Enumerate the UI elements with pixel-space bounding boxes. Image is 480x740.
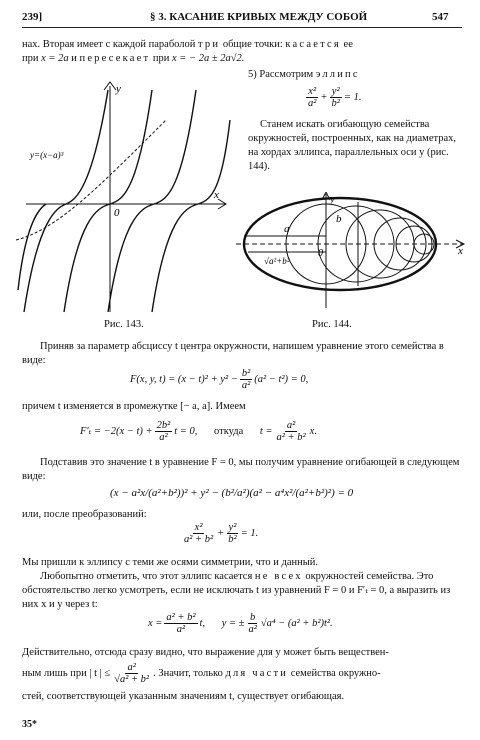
top-line-1: нах. Вторая имеет с каждой параболой три общие точки: касается ее [22, 39, 353, 50]
fig144-x-label: x [458, 245, 463, 257]
page-left-number: 239] [22, 11, 43, 23]
equation-4: $\frac{\text{x²}}{\text{a² + b²}}$ + $\frac{\text{y²}}{\text{b²}}$ = 1. [184, 522, 259, 545]
figure-144 [234, 192, 474, 312]
header-rule [22, 27, 462, 28]
paragraph-1: Приняв за параметр абсциссу t центра окружности, напишем уравнение этого семейства в виде: [22, 341, 444, 366]
item5-text: Станем искать огибающую семейства окружностей, построенных, как на диаметрах, на хордах эллипса, параллельных оси y (рис. 144). [248, 119, 456, 172]
paragraph-4: или, после преобразований: [22, 509, 147, 520]
fig143-origin-label: 0 [114, 207, 120, 219]
fig144-caption: Рис. 144. [312, 319, 352, 330]
cubic-curves [18, 90, 230, 312]
fig143-caption: Рис. 143. [104, 319, 144, 330]
fig144-root-label: √a²+b² [264, 256, 290, 266]
fig144-b-label: b [336, 213, 342, 225]
paragraph-5: Мы пришли к эллипсу с теми же осями симметрии, что и данный. [22, 557, 319, 568]
fig143-x-label: x [214, 189, 219, 201]
paragraph-2: причем t изменяется в промежутке [− a, a]. Имеем [22, 401, 246, 412]
equation-3: (x − a²x/(a²+b²))² + y² − (b²/a²)(a² − a⁴x²/(a²+b²)²) = 0 [110, 487, 354, 499]
page-number: 547 [432, 11, 449, 23]
paragraph-9: стей, соответствующей указанным значениям t, существует огибающая. [22, 691, 345, 702]
ellipse-equation: $\frac{\text{x²}}{\text{a²}}$ + $\frac{\text{y²}}{\text{b²}}$ = 1. [308, 86, 362, 109]
paragraph-8: ным лишь при | t | ≤ $\frac{\text{a²}}{\text{√a² + b²}}$ . Значит, только для части семейства окружно- [22, 662, 381, 685]
equation-5: x = $\frac{\text{a² + b²}}{\text{a²}}$ t, y = ± $\frac{b}{\text{a²}}$ √a⁴ − (a² + b²)t². [148, 612, 333, 635]
fig144-a-label: a [284, 223, 290, 235]
paragraph-6: Любопытно отметить, что этот эллипс касается не всех окружностей семейства. Это обстоятельство легко усмотреть, если не исключать t из уравнений F = 0 и F′ₜ = 0, а выразить из них x и y через t: [22, 571, 451, 610]
equation-1: F(x, y, t) = (x − t)² + y² − $\frac{\text{b²}}{\text{a²}}$ (a² − t²) = 0, [130, 368, 309, 391]
signature-mark: 35* [22, 719, 37, 730]
item5-heading: 5) Рассмотрим эллипс [248, 69, 360, 80]
fig144-origin-label: 0 [318, 248, 323, 259]
equation-2: F′ₜ = −2(x − t) + $\frac{\text{2b²}}{\text{a²}}$ t = 0, откуда t = $\frac{\text{a²}}{\text{a² + b²}}$ x. [80, 420, 317, 443]
fig143-y-label: y [116, 83, 121, 95]
paragraph-3: Подставив это значение t в уравнение F = 0, мы получим уравнение огибающей в следующем виде: [22, 457, 460, 482]
top-line-2: при x = 2a и пересекает при x = − 2a ± 2a√2. [22, 53, 245, 64]
figure-143 [16, 80, 236, 320]
paragraph-7: Действительно, отсюда сразу видно, что выражение для y может быть веществен- [22, 647, 389, 658]
fig144-y-label: y [330, 193, 335, 205]
fig143-curve-label: y=(x−a)³ [30, 150, 64, 160]
section-title: § 3. КАСАНИЕ КРИВЫХ МЕЖДУ СОБОЙ [150, 11, 368, 23]
